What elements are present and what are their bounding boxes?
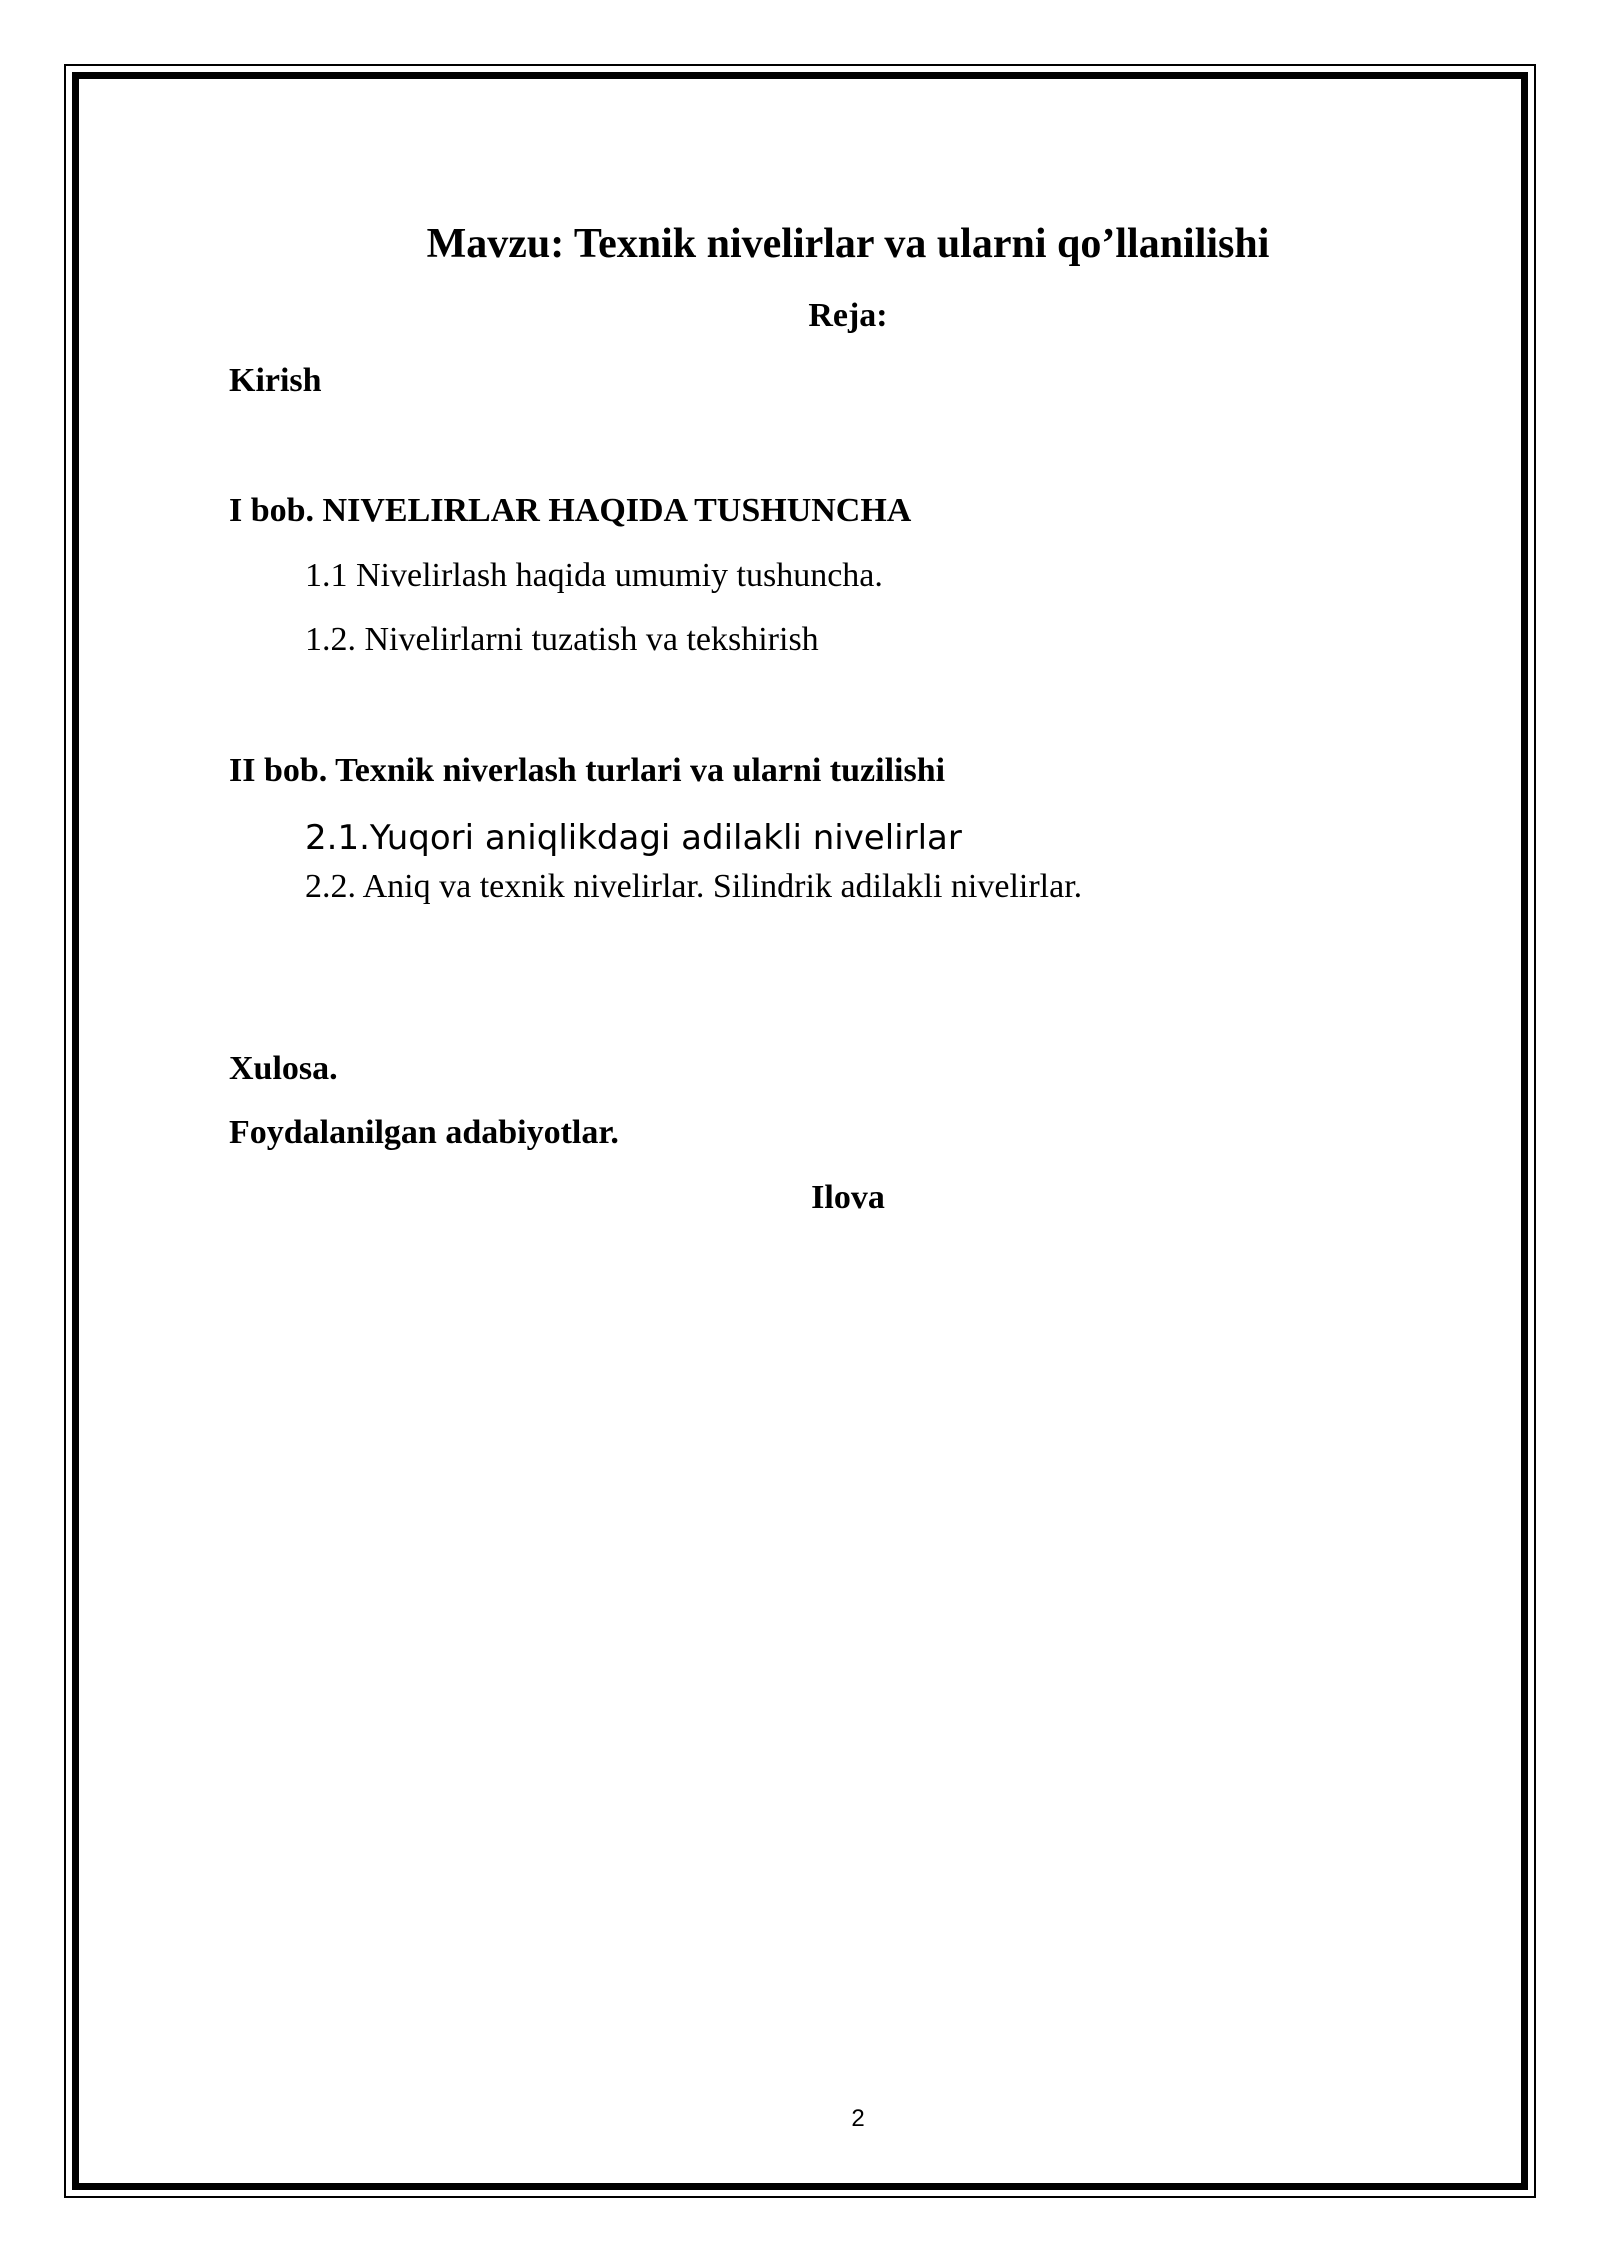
chapter-2-heading: II bob. Texnik niverlash turlari va ularni tuzilishi: [229, 752, 946, 789]
appendix-heading: Ilova: [811, 1179, 885, 1216]
chapter-1-heading: I bob. NIVELIRLAR HAQIDA TUSHUNCHA: [229, 492, 912, 529]
page-number: 2: [851, 2105, 865, 2132]
references-heading: Foydalanilgan adabiyotlar.: [229, 1114, 619, 1151]
conclusion-heading: Xulosa.: [229, 1050, 338, 1087]
chapter-2-section-2: 2.2. Aniq va texnik nivelirlar. Silindrik adilakli nivelirlar.: [305, 868, 1083, 905]
intro-heading: Kirish: [229, 362, 322, 399]
chapter-2-section-1: 2.1.Yuqori aniqlikdagi adilakli nivelirlar: [305, 818, 962, 858]
document-title: Mavzu: Texnik nivelirlar va ularni qo’llanilishi: [426, 221, 1270, 267]
chapter-1-section-2: 1.2. Nivelirlarni tuzatish va tekshirish: [305, 621, 819, 658]
chapter-1-section-1: 1.1 Nivelirlash haqida umumiy tushuncha.: [305, 557, 883, 594]
plan-heading: Reja:: [808, 297, 888, 334]
